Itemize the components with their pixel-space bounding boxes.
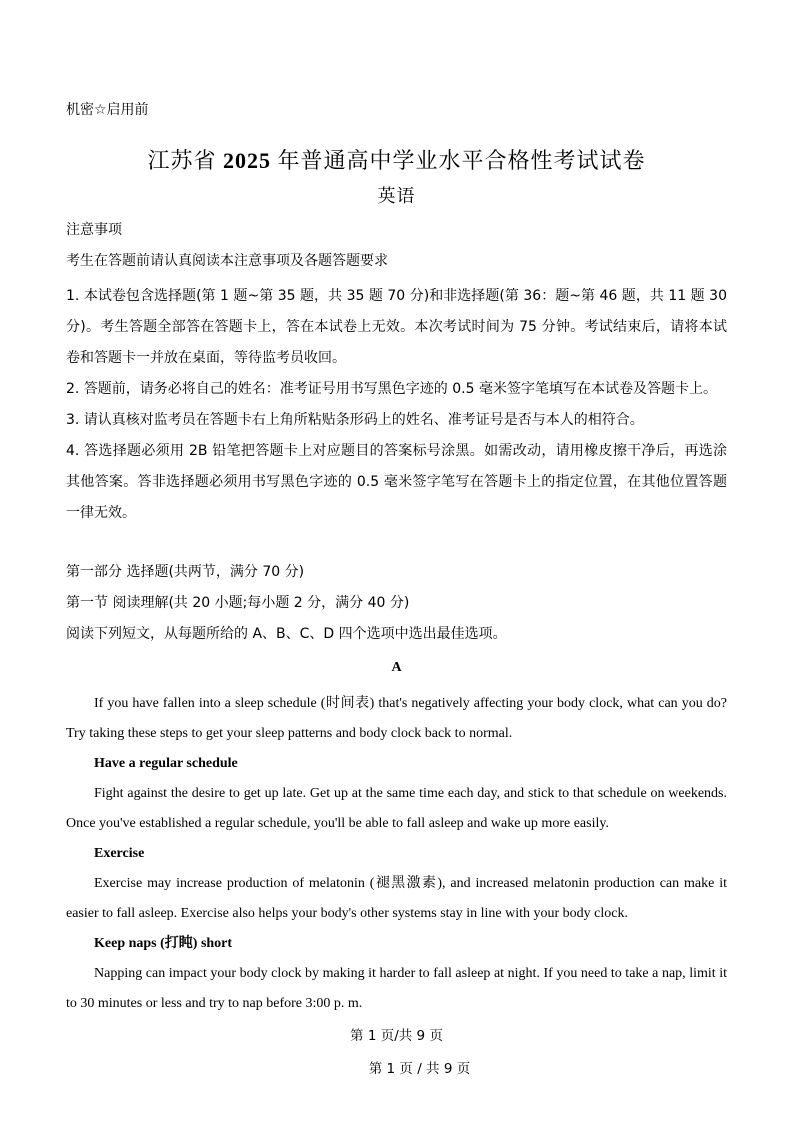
- notice-subheading-text: 考生在答题前请认真阅读本注意事项及各题答题要求: [66, 253, 388, 269]
- reading-passage-a: [66, 655, 727, 1019]
- notice-item: 3. 请认真核对监考员在答题卡右上角所粘贴条形码上的姓名、准考证号是否与本人的相符合。: [66, 412, 644, 428]
- notice-heading-text: 注意事项: [66, 222, 122, 238]
- notice-item: 2. 答题前，请务必将自己的姓名：准考证号用书写黑色字迹的 0.5 毫米签字笔填写在本试卷及答题卡上。: [66, 381, 717, 397]
- subject-title: [0, 182, 793, 208]
- passage-subheading: Have a regular schedule: [94, 756, 238, 771]
- section-one-heading: 第一节 阅读理解(共 20 小题;每小题 2 分，满分 40 分): [66, 595, 410, 611]
- title-year: 2025: [223, 148, 271, 173]
- notice-subheading: [66, 250, 388, 270]
- passage-body-paragraph: Fight against the desire to get up late. Get up at the same time each day, and stick to that schedule on weekends. Once you've established a regular schedule, you'll be able to fall asleep and wake up more easily.: [66, 786, 727, 831]
- notice-heading: [66, 219, 122, 239]
- title-suffix: 年普通高中学业水平合格性考试试卷: [271, 148, 646, 173]
- title-prefix: 江苏省: [147, 148, 223, 173]
- notice-list: [66, 281, 727, 529]
- page-indicator-secondary-text: 第 1 页 / 共 9 页: [368, 1061, 471, 1077]
- notice-item: 1. 本试卷包含选择题(第 1 题~第 35 题，共 35 题 70 分)和非选择题(第 36：题~第 46 题，共 11 题 30 分)。考生答题全部答在答题卡上，答在本试卷上无效。本次考试时间为 75 分钟。考试结束后，请将本试卷和答题卡一并放在桌面，等待监考员收回。: [66, 288, 727, 366]
- part-one-heading: 第一部分 选择题(共两节，满分 70 分): [66, 564, 305, 580]
- confidential-label-text: 机密☆启用前: [66, 102, 149, 118]
- passage-body-paragraph: Napping can impact your body clock by making it harder to fall asleep at night. If you need to take a nap, limit it to 30 minutes or less and try to nap before 3:00 p. m.: [66, 966, 727, 1011]
- passage-subheading: Keep naps (打盹) short: [94, 936, 233, 951]
- confidential-label: [66, 99, 149, 119]
- passage-subheading: Exercise: [94, 846, 145, 861]
- page-indicator-primary: [0, 1024, 793, 1044]
- passage-intro-paragraph: If you have fallen into a sleep schedule (时间表) that's negatively affecting your body clock, what can you do? Try taking these steps to get your sleep patterns and body clock back to normal.: [66, 696, 727, 741]
- page-indicator-secondary: [0, 1057, 793, 1077]
- notice-item: 4. 答选择题必须用 2B 铅笔把答题卡上对应题目的答案标号涂黑。如需改动，请用橡皮擦干净后，再选涂其他答案。答非选择题必须用书写黑色字迹的 0.5 毫米签字笔写在答题卡上的指定位置，在其他位置答题一律无效。: [66, 443, 727, 521]
- subject-title-text: 英语: [377, 186, 416, 206]
- page-indicator-primary-text: 第 1 页/共 9 页: [350, 1028, 443, 1044]
- section-headings: [66, 557, 727, 650]
- page-title: [0, 144, 793, 175]
- reading-instruction: 阅读下列短文，从每题所给的 A、B、C、D 四个选项中选出最佳选项。: [66, 626, 507, 642]
- passage-body-paragraph: Exercise may increase production of melatonin (褪黑激素), and increased melatonin production can make it easier to fall asleep. Exercise also helps your body's other systems stay in line with your body clock.: [66, 876, 727, 921]
- passage-label: A: [391, 660, 402, 675]
